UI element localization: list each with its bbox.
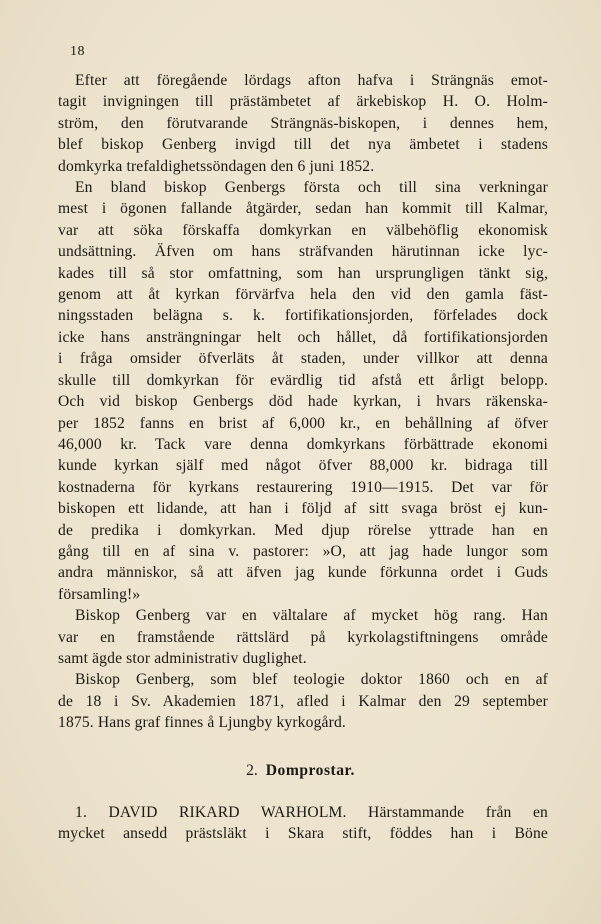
entry-text (58, 802, 548, 845)
text-line: mest i ögonen fallande åtgärder, sedan han kommit till Kalmar, (58, 200, 548, 218)
text-line: de 18 i Sv. Akademien 1871, afled i Kalmar den 29 september (58, 692, 548, 710)
section-heading (0, 762, 601, 780)
text-line: gång till en af sina v. pastorer: »O, att jag hade lungor som (58, 542, 548, 560)
text-line: Och vid biskop Genbergs död hade kyrkan, i hvars räkenska- (58, 393, 548, 411)
body-text (58, 70, 548, 734)
text-line: ström, den förutvarande Strängnäs-biskopen, i dennes hem, (58, 114, 548, 132)
text-line: undsättning. Äfven om hans sträfvanden härutinnan icke lyc- (58, 243, 548, 261)
text-line: mycket ansedd prästsläkt i Skara stift, föddes han i Böne (58, 825, 548, 843)
text-line: 1875. Hans graf finnes å Ljungby kyrkogård. (58, 714, 346, 732)
text-line: församling!» (58, 585, 141, 603)
text-line: Biskop Genberg var en vältalare af mycket hög rang. Han (75, 607, 548, 625)
section-title: Domprostar. (265, 762, 355, 779)
text-line: andra människor, så att äfven jag kunde förkunna ordet i Guds (58, 564, 548, 582)
text-line: i fråga omsider öfverläts åt staden, under villkor att denna (58, 350, 548, 368)
text-line: kunde kyrkan själf med något öfver 88,000 kr. bidraga till (58, 457, 548, 475)
text-line: ningsstaden belägna s. k. fortifikationsjorden, förfelades dock (58, 307, 548, 325)
text-line: kades till så stor omfattning, som han ursprungligen tänkt sig, (58, 264, 548, 282)
text-line: 46,000 kr. Tack vare denna domkyrkans förbättrade ekonomi (58, 435, 548, 453)
text-line: blef biskop Genberg invigd till det nya ämbetet i stadens (58, 136, 548, 154)
paragraph-3 (58, 605, 548, 669)
text-line: skulle till domkyrkan för evärdlig tid afstå ett årligt belopp. (58, 371, 548, 389)
text-line: Efter att föregående lördags afton hafva i Strängnäs emot- (75, 72, 548, 89)
paragraph-1 (58, 70, 548, 177)
text-line: domkyrka trefaldighetssöndagen den 6 juni 1852. (58, 157, 375, 175)
page-number: 18 (70, 44, 85, 59)
text-line: 1. DAVID RIKARD WARHOLM. Härstammande från en (75, 804, 548, 821)
text-line: per 1852 fanns en brist af 6,000 kr., en behållning af öfver (58, 414, 548, 432)
text-line: de predika i domkyrkan. Med djup rörelse yttrade han en (58, 521, 548, 539)
text-line: var en framstående rättslärd på kyrkolagstiftningens område (58, 628, 548, 646)
text-line: En bland biskop Genbergs första och till sina verkningar (75, 179, 548, 197)
text-line: tagit invigningen till prästämbetet af ärkebiskop H. O. Holm- (58, 93, 548, 111)
text-line: Biskop Genberg, som blef teologie doktor 1860 och en af (75, 671, 548, 689)
section-number: 2. (246, 762, 258, 779)
text-line: biskopen ett lidande, att han i följd af sitt svaga bröst ej kun- (58, 500, 548, 518)
paragraph-4 (58, 669, 548, 733)
text-line: kostnaderna för kyrkans restaurering 1910—1915. Det var för (58, 478, 548, 496)
text-line: samt ägde stor administrativ duglighet. (58, 649, 307, 667)
paragraph-2 (58, 177, 548, 605)
text-line: genom att åt kyrkan förvärfva hela den vid den gamla fäst- (58, 286, 548, 304)
text-line: icke hans ansträngningar helt och hållet, då fortifikationsjorden (58, 328, 548, 346)
text-line: var att söka förskaffa domkyrkan en välbehöflig ekonomisk (58, 221, 548, 239)
